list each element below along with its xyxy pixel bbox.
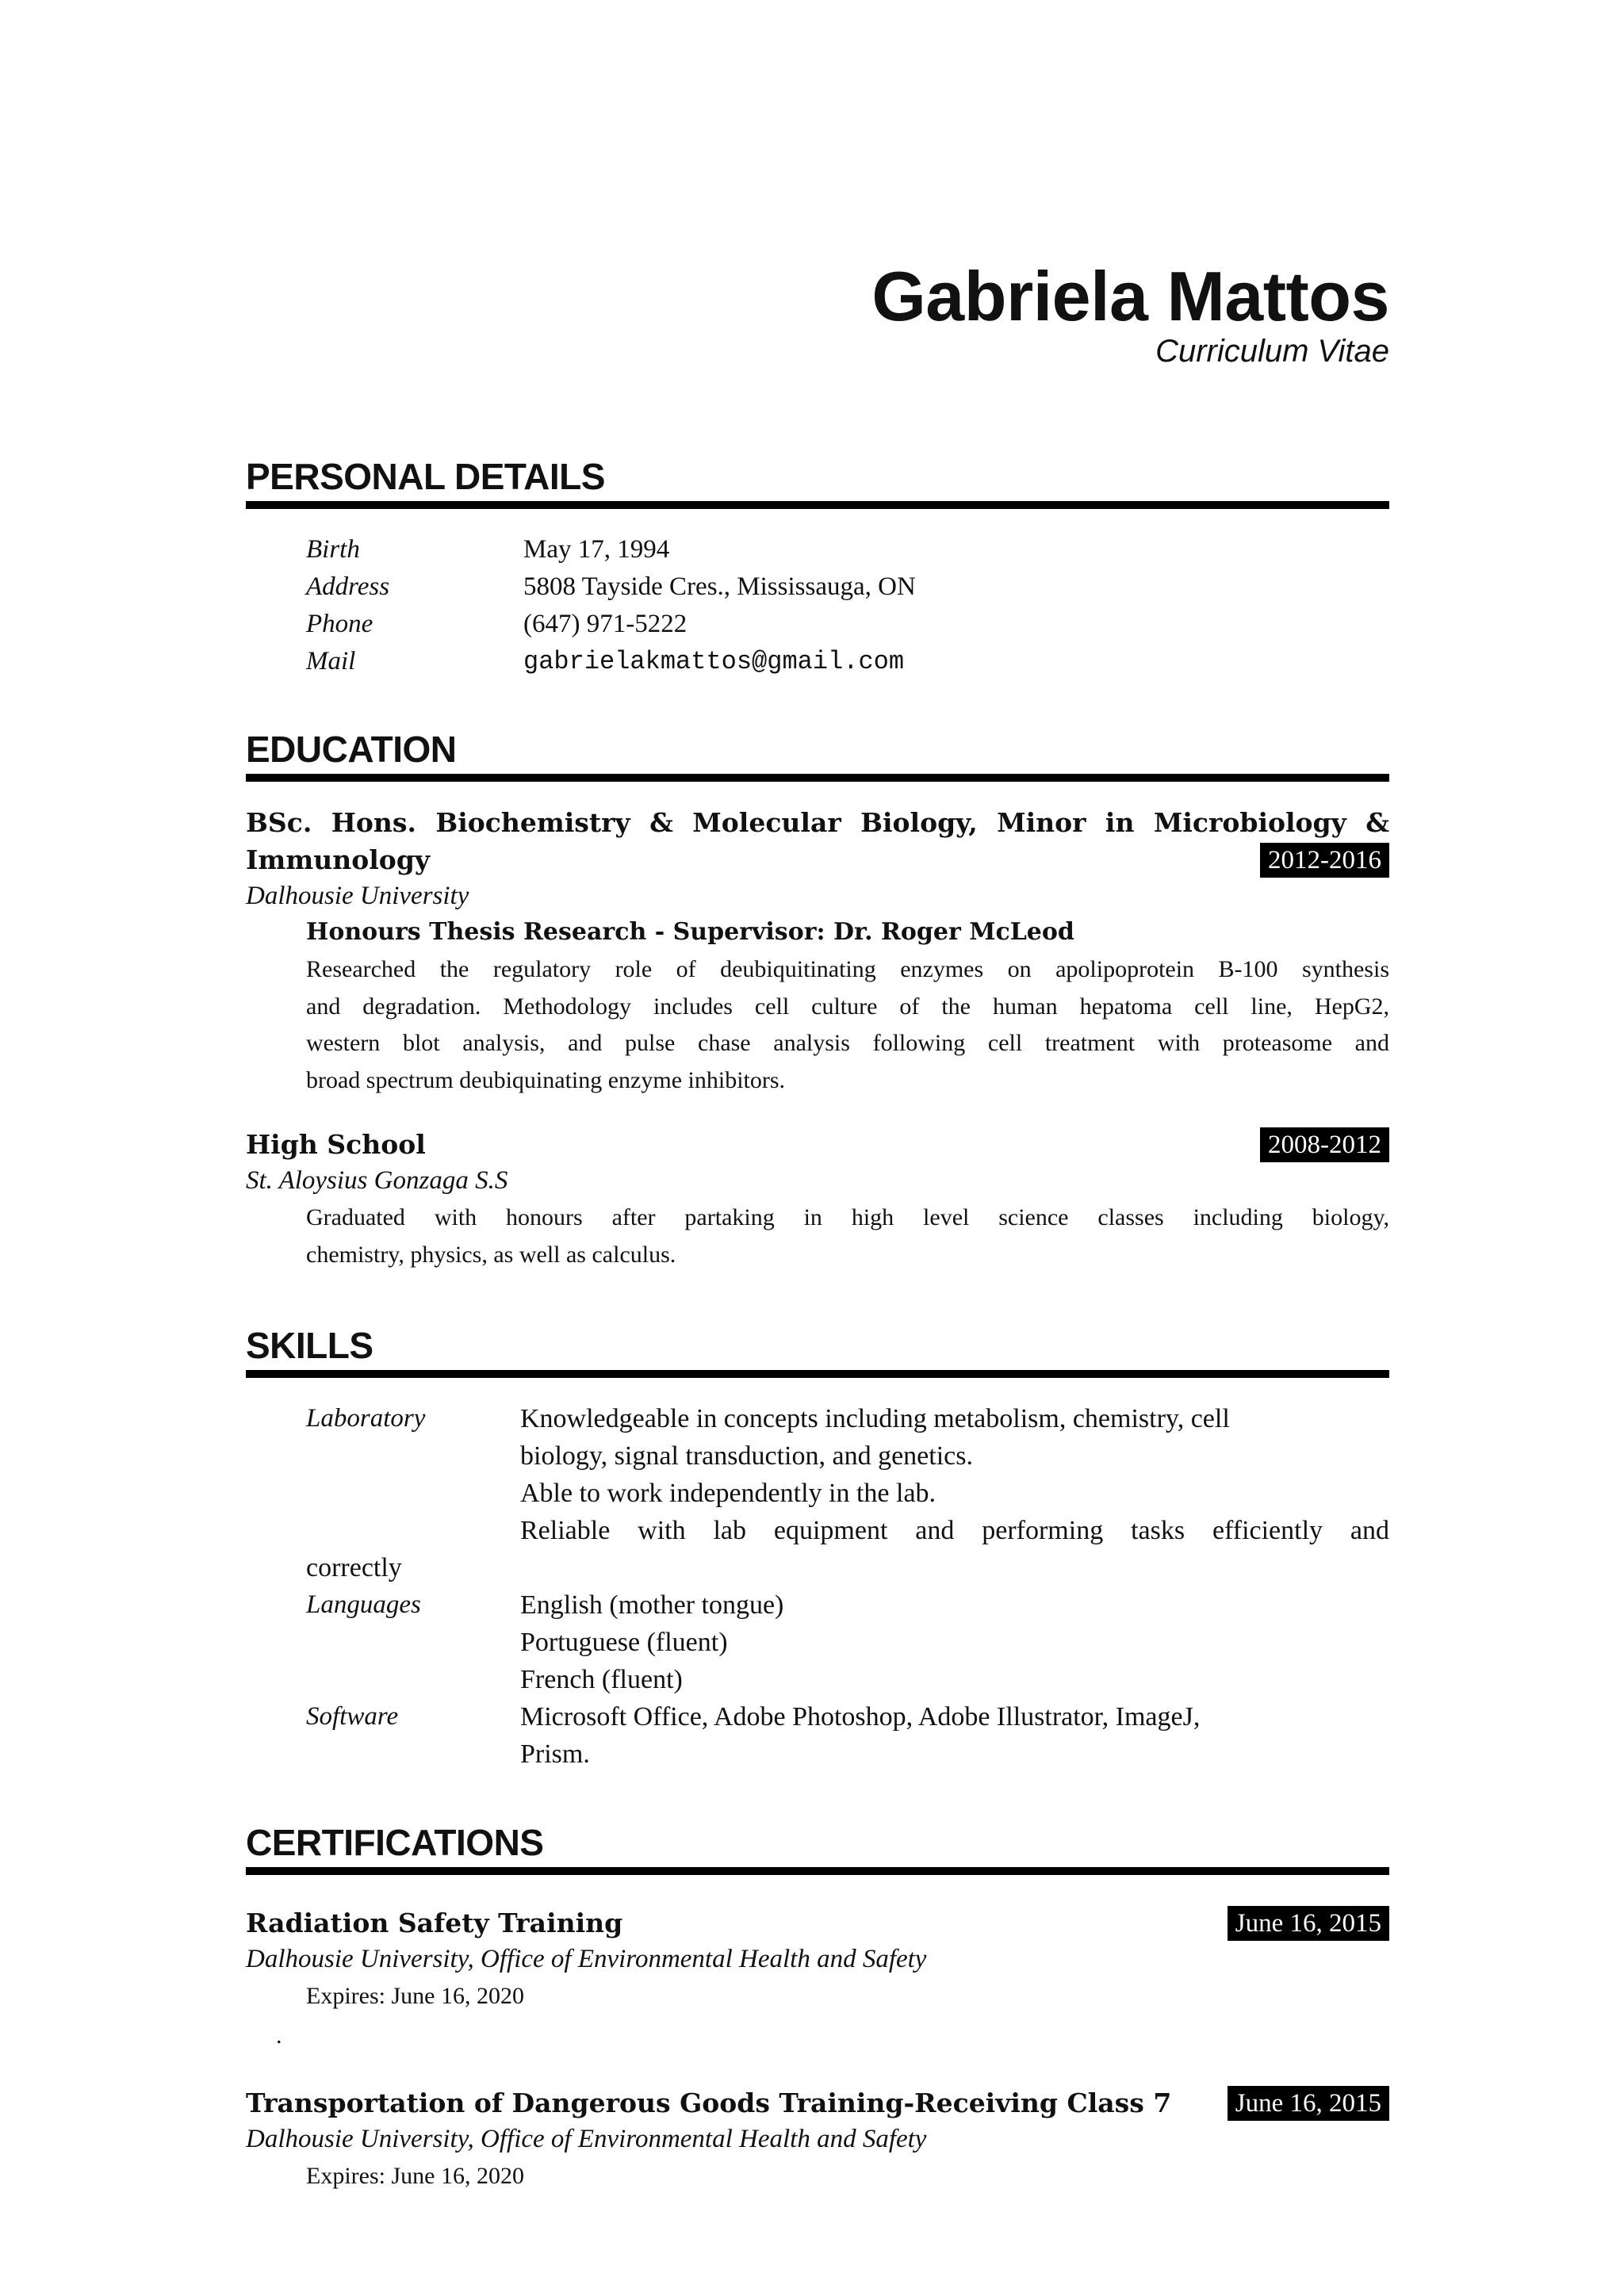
- description-line: Graduated with honours after partaking in high level science classes including biology,: [306, 1204, 1389, 1230]
- label-mail: Mail: [306, 647, 356, 675]
- skill-software-line: Microsoft Office, Adobe Photoshop, Adobe Illustrator, ImageJ,: [520, 1702, 1201, 1732]
- edu-thesis-description: [306, 951, 1389, 1099]
- skill-lab-line: biology, signal transduction, and genetics.: [520, 1441, 973, 1471]
- section-title-education: EDUCATION: [246, 729, 457, 770]
- section-rule: [246, 1370, 1389, 1378]
- value-birth: May 17, 1994: [523, 535, 670, 564]
- cert-radiation-title: Radiation Safety Training: [246, 1908, 623, 1938]
- edu-highschool-institution: St. Aloysius Gonzaga S.S: [246, 1166, 508, 1195]
- edu-thesis-title: Honours Thesis Research - Supervisor: Dr. Roger McLeod: [306, 918, 1074, 946]
- label-address: Address: [306, 572, 390, 601]
- description-line: broad spectrum deubiquinating enzyme inhibitors.: [306, 1066, 786, 1093]
- stray-dot: .: [276, 2022, 282, 2049]
- label-birth: Birth: [306, 535, 360, 564]
- section-rule: [246, 774, 1389, 782]
- cert-radiation-expires: Expires: June 16, 2020: [306, 1983, 524, 2009]
- section-rule: [246, 1867, 1389, 1875]
- certifications-section: [246, 1824, 1389, 1875]
- edu-degree-title-line1: BSc. Hons. Biochemistry & Molecular Biology, Minor in Microbiology &: [246, 807, 1389, 838]
- label-phone: Phone: [306, 610, 373, 638]
- cert-transport-institution: Dalhousie University, Office of Environmental Health and Safety: [246, 2125, 927, 2153]
- value-mail[interactable]: gabrielakmattos@gmail.com: [523, 647, 905, 676]
- cert-radiation-date-badge: June 16, 2015: [1228, 1906, 1389, 1941]
- edu-highschool-date-badge: 2008-2012: [1260, 1127, 1389, 1162]
- skill-language-line: French (fluent): [520, 1665, 683, 1694]
- education-section: [246, 731, 1389, 782]
- value-phone: (647) 971-5222: [523, 610, 688, 638]
- skill-lab-line: Reliable with lab equipment and performing tasks efficiently and: [520, 1516, 1389, 1545]
- skill-lab-line: Knowledgeable in concepts including metabolism, chemistry, cell: [520, 1404, 1230, 1433]
- edu-highschool-title: High School: [246, 1129, 426, 1160]
- skill-language-line: Portuguese (fluent): [520, 1628, 728, 1657]
- edu-degree-date-badge: 2012-2016: [1260, 843, 1389, 878]
- skill-language-line: English (mother tongue): [520, 1590, 784, 1620]
- skill-software-line: Prism.: [520, 1739, 590, 1769]
- description-line: western blot analysis, and pulse chase analysis following cell treatment with proteasome and: [306, 1030, 1389, 1056]
- personal-details-section: [246, 458, 1389, 509]
- skill-label-languages: Languages: [306, 1590, 421, 1619]
- edu-degree-title-line2: Immunology: [246, 844, 431, 875]
- cert-transport-title: Transportation of Dangerous Goods Training-Receiving Class 7: [246, 2087, 1172, 2118]
- cert-transport-expires: Expires: June 16, 2020: [306, 2163, 524, 2189]
- section-rule: [246, 501, 1389, 509]
- skill-label-laboratory: Laboratory: [306, 1404, 426, 1433]
- skill-label-software: Software: [306, 1702, 399, 1731]
- edu-degree-institution: Dalhousie University: [246, 882, 469, 910]
- skill-lab-wrap: correctly: [306, 1553, 402, 1582]
- description-line: Researched the regulatory role of deubiquitinating enzymes on apolipoprotein B-100 synthesis: [306, 956, 1389, 982]
- edu-highschool-description: [306, 1200, 1389, 1273]
- personal-details-table: [306, 531, 1389, 690]
- section-title-skills: SKILLS: [246, 1325, 373, 1366]
- cv-name: Gabriela Mattos: [871, 257, 1389, 335]
- cv-subtitle: Curriculum Vitae: [1155, 334, 1389, 369]
- description-line: chemistry, physics, as well as calculus.: [306, 1241, 676, 1268]
- section-title-certifications: CERTIFICATIONS: [246, 1822, 544, 1863]
- cert-transport-date-badge: June 16, 2015: [1228, 2086, 1389, 2121]
- skills-section: [246, 1327, 1389, 1378]
- description-line: and degradation. Methodology includes cell culture of the human hepatoma cell line, HepG2,: [306, 993, 1389, 1020]
- value-address: 5808 Tayside Cres., Mississauga, ON: [523, 572, 916, 601]
- skill-lab-line: Able to work independently in the lab.: [520, 1479, 936, 1508]
- section-title-personal: PERSONAL DETAILS: [246, 456, 605, 497]
- cert-radiation-institution: Dalhousie University, Office of Environmental Health and Safety: [246, 1945, 927, 1973]
